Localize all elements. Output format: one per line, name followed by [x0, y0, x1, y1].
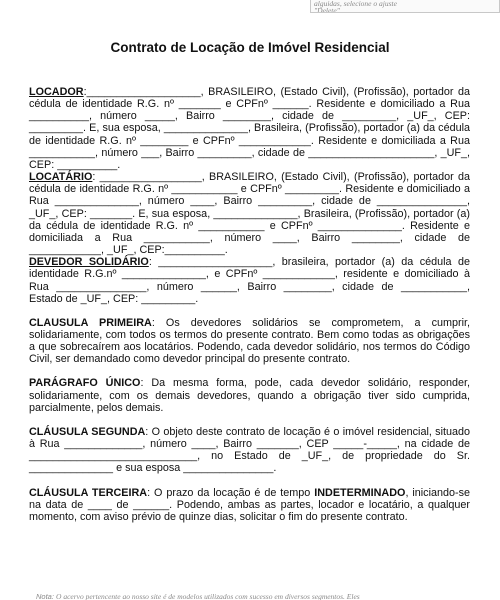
document-title: Contrato de Locação de Imóvel Residencial: [110, 40, 390, 55]
paragrafo-unico: [29, 377, 470, 413]
clausula-primeira-label: CLAUSULA PRIMEIRA: [29, 316, 152, 329]
footer-text: O acervo pertencente ao nosso site é de modelos utilizados com sucesso em diversos segmentos. Eles: [56, 592, 360, 600]
locatario-text: : _________________, BRASILEIRO, (Estado Civil), (Profissão), portador da cédula de identidade R.G. nº ___________ e CPFnº _________. Residente e domiciliado a Rua ______________, número ____, Bairro _________, cidade de _______________, _UF_, CEP: _______. E, sua esposa, ______________, Brasileira, (Profissão), portador (a) da cédula de identidade R.G. nº ___________ e CPFnº ______________. Residente e domiciliada a Rua ___________, número ____, Bairro ________, cidade de ____________, _UF_, CEP:__________.: [29, 171, 470, 257]
devedor-label: DEVEDOR SOLIDÁRIO: [29, 256, 149, 269]
clausula-segunda: [29, 426, 470, 475]
paragrafo-unico-label: PARÁGRAFO ÚNICO: [29, 377, 141, 390]
locatario-section: [29, 171, 470, 256]
locador-label: LOCADOR: [29, 86, 84, 98]
document-body: [29, 86, 470, 535]
locador-text: :___________________, BRASILEIRO, (Estado Civil), (Profissão), portador da cédula de identidade R.G. nº _______ e CPFnº ______. Residente e domiciliado a Rua __________, número _____, Bairro ________, cidade de _________, _UF_, CEP: _________. E, sua esposa, ______________, Brasileira, (Profissão), portador (a) da cédula de identidade R.G. nº ________ e CPFnº ____________. Residente e domiciliada a Rua ___________, número ___, Bairro _________, cidade de _____________________, _UF_, CEP: __________.: [29, 86, 470, 171]
paragrafo-unico-text: : Da mesma forma, pode, cada devedor solidário, responder, solidariamente, com os demais devedores, quando a obrigação tiver sido cumprida, parcialmente, pelos demais.: [29, 377, 470, 414]
clausula-primeira: [29, 317, 470, 366]
devedor-text: : ___________________, brasileira, portador (a) da cédula de identidade R.G.nº ______________, e CPFnº ____________, residente e domiciliado à Rua _______________, número ______, Bairro ________, cidade de ___________, Estado de _UF_, CEP: _________.: [29, 256, 470, 305]
clausula-terceira-text-a: : O prazo da locação é de tempo: [147, 486, 315, 499]
locador-section: [29, 86, 470, 171]
footer-note: [36, 592, 486, 600]
clausula-segunda-text: : O objeto deste contrato de locação é o imóvel residencial, situado à Rua _____________, número ____, Bairro _______, CEP _____-_____, na cidade de ____________________________, no Estado de _UF_, de propriedade do Sr. ______________ e sua esposa _______________.: [29, 425, 470, 475]
locatario-label: LOCATÁRIO: [29, 171, 93, 184]
devedor-section: [29, 256, 470, 305]
top-note: [310, 0, 500, 13]
clausula-terceira: [29, 487, 470, 523]
clausula-primeira-text: : Os devedores solidários se comprometem, a cumprir, solidariamente, com todos os termos do presente contrato. Bem como todas as obrigações a que sobrecaírem aos locatários. Podendo, cada devedor solidário, nos termos do Código Civil, ser demandado como devedor principal do presente contrato.: [29, 316, 471, 366]
footer-label: Nota:: [36, 592, 54, 600]
clausula-segunda-label: CLÁUSULA SEGUNDA: [29, 425, 146, 438]
top-note-line-2: "Delete": [314, 6, 340, 13]
top-note-line-1: alguidas, selecione o ajuste: [314, 0, 397, 8]
clausula-terceira-label: CLÁUSULA TERCEIRA: [29, 486, 148, 499]
clausula-terceira-text-b: , iniciando-se na data de ____ de ______. Podendo, ambas as partes, locador e locatário, a qualquer momento, com aviso prévio de quinze dias, solicitar o fim do presente contrato.: [29, 486, 470, 523]
clausula-terceira-highlight: INDETERMINADO: [314, 486, 406, 499]
